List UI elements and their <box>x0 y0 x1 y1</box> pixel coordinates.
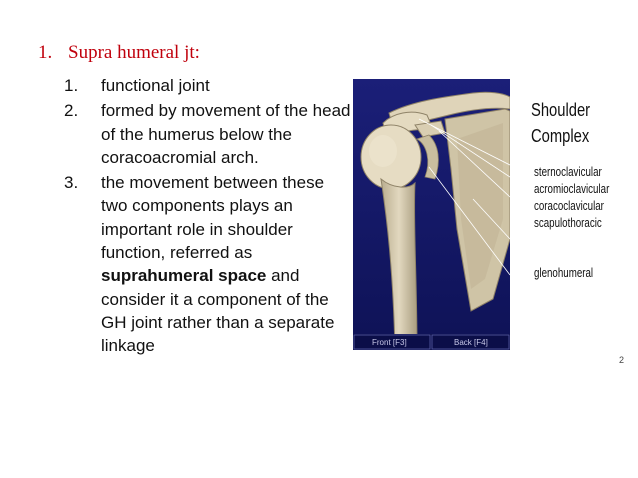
slide-heading <box>38 42 200 64</box>
item-number: 2. <box>64 101 79 121</box>
item-text: formed by movement of the head of the humerus below the coracoacromial arch. <box>101 101 351 167</box>
figure-title <box>531 97 590 149</box>
page-number: 2 <box>619 355 625 365</box>
front-view-button: Front [F3] <box>372 338 407 347</box>
item-number: 3. <box>64 173 79 193</box>
figure-label: scapulothoracic <box>534 216 602 230</box>
heading-number: 1. <box>38 42 53 63</box>
item-number: 1. <box>64 76 79 95</box>
figure-label: acromioclavicular <box>534 182 610 196</box>
list-item <box>64 99 354 169</box>
heading-text: Supra humeral jt: <box>68 42 200 63</box>
bullet-list <box>64 74 354 360</box>
figure-label: sternoclavicular <box>534 165 602 179</box>
figure-label: glenohumeral <box>534 266 594 280</box>
item-text: functional joint <box>101 76 210 95</box>
figure-title-line1: Shoulder <box>531 100 591 120</box>
figure-title-line2: Complex <box>531 126 590 146</box>
back-view-button: Back [F4] <box>454 338 488 347</box>
list-item <box>64 74 354 97</box>
list-item <box>64 171 354 357</box>
item-text-start: the movement between these two components plays an important role in shoulder function, referred as <box>101 173 325 263</box>
figure-label: coracoclavicular <box>534 199 604 213</box>
item-text-bold: suprahumeral space <box>101 266 267 286</box>
item-text-end: and consider it a component of the GH joint rather than a separate linkage <box>101 266 335 356</box>
shoulder-anatomy-image <box>353 79 510 350</box>
